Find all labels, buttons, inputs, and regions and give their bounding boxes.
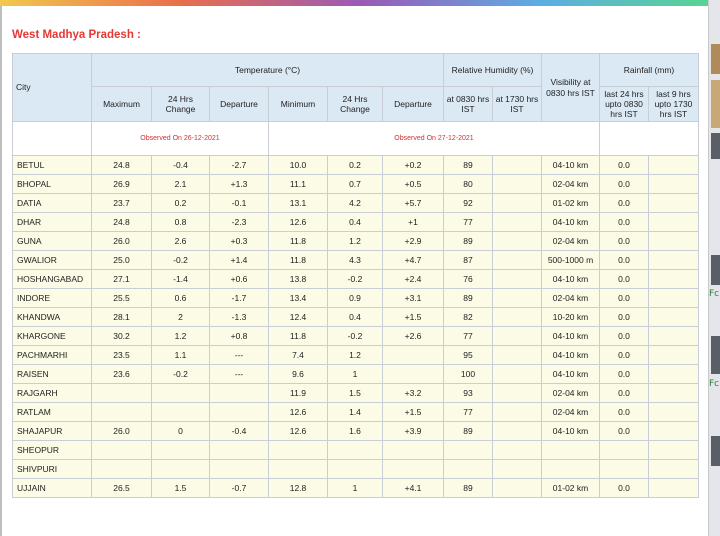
header-rain-9: last 9 hrs upto 1730 hrs IST (649, 87, 699, 122)
cell-max-departure: -2.7 (210, 156, 269, 175)
cell-rh-1730 (493, 289, 542, 308)
cell-rh-1730 (493, 308, 542, 327)
cell-visibility (542, 460, 600, 479)
cell-maximum: 26.0 (92, 232, 152, 251)
cell-rh-0830: 89 (444, 289, 493, 308)
cell-city: INDORE (13, 289, 92, 308)
cell-city: SHAJAPUR (13, 422, 92, 441)
cell-visibility: 02-04 km (542, 232, 600, 251)
side-thumbnail-3 (711, 133, 720, 159)
table-row (13, 232, 699, 251)
cell-max-change: -1.4 (152, 270, 210, 289)
cell-city: RAISEN (13, 365, 92, 384)
cell-min-departure: +4.1 (383, 479, 444, 498)
cell-min-change: 0.2 (328, 156, 383, 175)
cell-rain-24: 0.0 (600, 308, 649, 327)
cell-rain-24: 0.0 (600, 232, 649, 251)
cell-rain-9 (649, 156, 699, 175)
weather-table (12, 53, 699, 498)
cell-visibility: 01-02 km (542, 479, 600, 498)
table-row (13, 175, 699, 194)
cell-max-departure (210, 460, 269, 479)
cell-visibility: 04-10 km (542, 156, 600, 175)
table-row (13, 346, 699, 365)
cell-max-change: 0.6 (152, 289, 210, 308)
cell-rh-0830: 77 (444, 213, 493, 232)
cell-visibility: 01-02 km (542, 194, 600, 213)
cell-city: GWALIOR (13, 251, 92, 270)
cell-maximum (92, 441, 152, 460)
table-body (13, 156, 699, 498)
cell-maximum: 24.8 (92, 156, 152, 175)
cell-max-departure: -1.3 (210, 308, 269, 327)
cell-rain-24: 0.0 (600, 384, 649, 403)
cell-rain-24: 0.0 (600, 270, 649, 289)
cell-minimum: 11.8 (269, 251, 328, 270)
cell-rh-1730 (493, 422, 542, 441)
cell-visibility: 04-10 km (542, 365, 600, 384)
cell-visibility: 04-10 km (542, 422, 600, 441)
cell-min-change: -0.2 (328, 270, 383, 289)
cell-city: RATLAM (13, 403, 92, 422)
cell-rain-24: 0.0 (600, 213, 649, 232)
cell-visibility: 04-10 km (542, 327, 600, 346)
cell-rh-1730 (493, 365, 542, 384)
table-row (13, 270, 699, 289)
left-border (0, 6, 2, 536)
cell-max-departure (210, 441, 269, 460)
cell-rh-1730 (493, 479, 542, 498)
cell-visibility: 02-04 km (542, 289, 600, 308)
table-row (13, 422, 699, 441)
header-rain-24: last 24 hrs upto 0830 hrs IST (600, 87, 649, 122)
cell-min-departure: +3.1 (383, 289, 444, 308)
top-color-bar (0, 0, 720, 6)
cell-maximum: 25.0 (92, 251, 152, 270)
cell-rh-0830: 100 (444, 365, 493, 384)
cell-city: BHOPAL (13, 175, 92, 194)
cell-minimum: 13.8 (269, 270, 328, 289)
cell-city: GUNA (13, 232, 92, 251)
cell-max-departure: -0.1 (210, 194, 269, 213)
cell-rh-0830: 93 (444, 384, 493, 403)
cell-minimum: 11.8 (269, 327, 328, 346)
cell-minimum: 13.4 (269, 289, 328, 308)
cell-minimum: 11.1 (269, 175, 328, 194)
cell-max-departure: +0.6 (210, 270, 269, 289)
header-humidity: Relative Humidity (%) (444, 54, 542, 87)
header-max-change: 24 Hrs Change (152, 87, 210, 122)
cell-max-change: 0.2 (152, 194, 210, 213)
cell-maximum: 26.0 (92, 422, 152, 441)
cell-min-departure (383, 460, 444, 479)
cell-max-departure: -1.7 (210, 289, 269, 308)
cell-minimum: 10.0 (269, 156, 328, 175)
cell-maximum (92, 460, 152, 479)
cell-rh-1730 (493, 441, 542, 460)
table-row (13, 479, 699, 498)
header-temperature: Temperature (°C) (92, 54, 444, 87)
cell-rh-0830: 77 (444, 327, 493, 346)
cell-rain-9 (649, 289, 699, 308)
cell-maximum (92, 384, 152, 403)
cell-rain-9 (649, 232, 699, 251)
cell-rain-9 (649, 441, 699, 460)
cell-rh-0830: 82 (444, 308, 493, 327)
cell-max-change (152, 384, 210, 403)
cell-maximum: 28.1 (92, 308, 152, 327)
table-row (13, 213, 699, 232)
cell-min-change: 1.5 (328, 384, 383, 403)
table-row (13, 251, 699, 270)
cell-rain-24 (600, 441, 649, 460)
cell-maximum: 23.6 (92, 365, 152, 384)
cell-rain-24: 0.0 (600, 175, 649, 194)
cell-min-departure: +1.5 (383, 403, 444, 422)
weather-table-container (12, 53, 699, 498)
cell-minimum: 13.1 (269, 194, 328, 213)
cell-max-change: -0.4 (152, 156, 210, 175)
cell-min-change: 0.4 (328, 213, 383, 232)
cell-min-departure: +3.2 (383, 384, 444, 403)
cell-max-departure: --- (210, 346, 269, 365)
cell-city: DATIA (13, 194, 92, 213)
cell-maximum: 26.9 (92, 175, 152, 194)
cell-min-departure: +0.2 (383, 156, 444, 175)
cell-rh-1730 (493, 175, 542, 194)
side-thumbnail-5 (711, 336, 720, 374)
cell-max-change (152, 441, 210, 460)
cell-rain-24: 0.0 (600, 156, 649, 175)
cell-rain-24: 0.0 (600, 365, 649, 384)
cell-min-change: 0.4 (328, 308, 383, 327)
cell-min-change (328, 441, 383, 460)
cell-min-change: 1.2 (328, 346, 383, 365)
cell-rain-24: 0.0 (600, 327, 649, 346)
observed-min-date: Observed On 27-12-2021 (269, 122, 600, 156)
cell-min-change: 1 (328, 479, 383, 498)
cell-rh-1730 (493, 213, 542, 232)
cell-visibility: 02-04 km (542, 175, 600, 194)
observed-spacer (13, 122, 92, 156)
table-row (13, 156, 699, 175)
header-rainfall: Rainfall (mm) (600, 54, 699, 87)
cell-rain-24: 0.0 (600, 422, 649, 441)
cell-rain-9 (649, 422, 699, 441)
table-row (13, 327, 699, 346)
cell-max-departure: +0.3 (210, 232, 269, 251)
cell-rain-9 (649, 175, 699, 194)
cell-rain-9 (649, 403, 699, 422)
cell-max-change: -0.2 (152, 365, 210, 384)
cell-max-departure: -2.3 (210, 213, 269, 232)
cell-minimum: 11.9 (269, 384, 328, 403)
cell-rh-1730 (493, 156, 542, 175)
cell-rain-9 (649, 327, 699, 346)
cell-min-departure: +5.7 (383, 194, 444, 213)
cell-visibility: 04-10 km (542, 213, 600, 232)
table-row (13, 384, 699, 403)
cell-city: RAJGARH (13, 384, 92, 403)
cell-maximum: 23.5 (92, 346, 152, 365)
cell-minimum: 12.6 (269, 403, 328, 422)
cell-rh-1730 (493, 194, 542, 213)
observed-max-date: Observed On 26-12-2021 (92, 122, 269, 156)
cell-min-departure: +3.9 (383, 422, 444, 441)
cell-max-departure: +1.3 (210, 175, 269, 194)
cell-rain-9 (649, 270, 699, 289)
header-rh-1730: at 1730 hrs IST (493, 87, 542, 122)
table-row (13, 308, 699, 327)
cell-city: DHAR (13, 213, 92, 232)
cell-rh-1730 (493, 346, 542, 365)
cell-visibility: 04-10 km (542, 346, 600, 365)
cell-min-change: 1.4 (328, 403, 383, 422)
cell-rh-1730 (493, 327, 542, 346)
cell-max-change: 2.6 (152, 232, 210, 251)
observed-spacer-right (600, 122, 699, 156)
cell-min-change: 0.9 (328, 289, 383, 308)
cell-city: KHANDWA (13, 308, 92, 327)
header-rh-0830: at 0830 hrs IST (444, 87, 493, 122)
cell-max-change: 1.1 (152, 346, 210, 365)
cell-min-change: 1.2 (328, 232, 383, 251)
cell-maximum (92, 403, 152, 422)
cell-visibility: 04-10 km (542, 270, 600, 289)
cell-rain-24: 0.0 (600, 479, 649, 498)
cell-maximum: 25.5 (92, 289, 152, 308)
cell-min-change: 1.6 (328, 422, 383, 441)
cell-min-departure: +2.4 (383, 270, 444, 289)
cell-min-departure: +1 (383, 213, 444, 232)
cell-min-departure (383, 441, 444, 460)
header-city: City (13, 54, 92, 122)
cell-minimum: 7.4 (269, 346, 328, 365)
cell-rh-0830: 76 (444, 270, 493, 289)
cell-max-change (152, 403, 210, 422)
cell-min-departure (383, 365, 444, 384)
cell-min-change: 4.3 (328, 251, 383, 270)
side-thumbnail-6 (711, 436, 720, 466)
cell-max-change: 2.1 (152, 175, 210, 194)
cell-rain-24: 0.0 (600, 251, 649, 270)
cell-minimum (269, 460, 328, 479)
side-label-2: Fc (709, 379, 720, 389)
cell-min-change: 4.2 (328, 194, 383, 213)
cell-minimum: 12.4 (269, 308, 328, 327)
table-row (13, 460, 699, 479)
table-row (13, 289, 699, 308)
cell-rh-0830: 87 (444, 251, 493, 270)
cell-rain-9 (649, 251, 699, 270)
cell-rain-24 (600, 460, 649, 479)
cell-city: PACHMARHI (13, 346, 92, 365)
cell-min-change (328, 460, 383, 479)
cell-minimum: 11.8 (269, 232, 328, 251)
side-label-1: Fc (709, 289, 720, 299)
cell-visibility (542, 441, 600, 460)
cell-maximum: 26.5 (92, 479, 152, 498)
cell-rh-0830 (444, 460, 493, 479)
cell-rh-0830: 89 (444, 479, 493, 498)
cell-minimum: 12.8 (269, 479, 328, 498)
side-thumbnail-1 (711, 44, 720, 74)
cell-min-change: 0.7 (328, 175, 383, 194)
table-row (13, 403, 699, 422)
cell-minimum: 9.6 (269, 365, 328, 384)
header-visibility: Visibility at 0830 hrs IST (542, 54, 600, 122)
cell-maximum: 30.2 (92, 327, 152, 346)
cell-city: SHEOPUR (13, 441, 92, 460)
cell-min-change: 1 (328, 365, 383, 384)
cell-city: SHIVPURI (13, 460, 92, 479)
cell-max-change: -0.2 (152, 251, 210, 270)
cell-rh-1730 (493, 270, 542, 289)
cell-min-departure (383, 346, 444, 365)
cell-city: BETUL (13, 156, 92, 175)
cell-minimum: 12.6 (269, 213, 328, 232)
cell-rh-1730 (493, 232, 542, 251)
cell-visibility: 10-20 km (542, 308, 600, 327)
cell-visibility: 02-04 km (542, 384, 600, 403)
cell-rain-9 (649, 479, 699, 498)
cell-max-change: 0.8 (152, 213, 210, 232)
cell-min-change: -0.2 (328, 327, 383, 346)
cell-min-departure: +1.5 (383, 308, 444, 327)
cell-rh-0830: 89 (444, 232, 493, 251)
cell-rh-0830: 80 (444, 175, 493, 194)
table-row (13, 194, 699, 213)
cell-max-departure: +0.8 (210, 327, 269, 346)
cell-rh-0830: 77 (444, 403, 493, 422)
cell-city: HOSHANGABAD (13, 270, 92, 289)
cell-rain-9 (649, 384, 699, 403)
cell-maximum: 27.1 (92, 270, 152, 289)
header-maximum: Maximum (92, 87, 152, 122)
cell-max-change: 1.5 (152, 479, 210, 498)
cell-minimum (269, 441, 328, 460)
cell-min-departure: +0.5 (383, 175, 444, 194)
cell-rh-1730 (493, 384, 542, 403)
cell-city: UJJAIN (13, 479, 92, 498)
cell-max-departure: -0.4 (210, 422, 269, 441)
cell-maximum: 24.8 (92, 213, 152, 232)
cell-minimum: 12.6 (269, 422, 328, 441)
cell-rain-24: 0.0 (600, 346, 649, 365)
cell-rh-0830: 89 (444, 422, 493, 441)
cell-rain-9 (649, 346, 699, 365)
cell-rain-9 (649, 308, 699, 327)
region-title: West Madhya Pradesh : (12, 29, 141, 41)
table-row (13, 441, 699, 460)
cell-rain-24: 0.0 (600, 403, 649, 422)
cell-max-departure: --- (210, 365, 269, 384)
cell-rh-1730 (493, 460, 542, 479)
table-row (13, 365, 699, 384)
cell-rain-9 (649, 365, 699, 384)
cell-rh-0830: 89 (444, 156, 493, 175)
cell-rain-24: 0.0 (600, 289, 649, 308)
cell-max-departure (210, 403, 269, 422)
cell-rh-0830: 95 (444, 346, 493, 365)
cell-max-departure: -0.7 (210, 479, 269, 498)
header-minimum: Minimum (269, 87, 328, 122)
header-max-departure: Departure (210, 87, 269, 122)
cell-min-departure: +2.6 (383, 327, 444, 346)
cell-rain-9 (649, 194, 699, 213)
cell-max-change: 2 (152, 308, 210, 327)
cell-max-departure: +1.4 (210, 251, 269, 270)
header-min-departure: Departure (383, 87, 444, 122)
cell-max-change (152, 460, 210, 479)
cell-visibility: 02-04 km (542, 403, 600, 422)
cell-min-departure: +2.9 (383, 232, 444, 251)
cell-city: KHARGONE (13, 327, 92, 346)
cell-rh-1730 (493, 251, 542, 270)
cell-rain-9 (649, 213, 699, 232)
cell-rh-0830: 92 (444, 194, 493, 213)
cell-visibility: 500-1000 m (542, 251, 600, 270)
cell-min-departure: +4.7 (383, 251, 444, 270)
cell-max-change: 1.2 (152, 327, 210, 346)
cell-rain-9 (649, 460, 699, 479)
cell-max-departure (210, 384, 269, 403)
header-min-change: 24 Hrs Change (328, 87, 383, 122)
cell-max-change: 0 (152, 422, 210, 441)
side-thumbnail-2 (711, 80, 720, 128)
cell-maximum: 23.7 (92, 194, 152, 213)
cell-rh-1730 (493, 403, 542, 422)
side-thumbnail-4 (711, 255, 720, 285)
cell-rain-24: 0.0 (600, 194, 649, 213)
cell-rh-0830 (444, 441, 493, 460)
